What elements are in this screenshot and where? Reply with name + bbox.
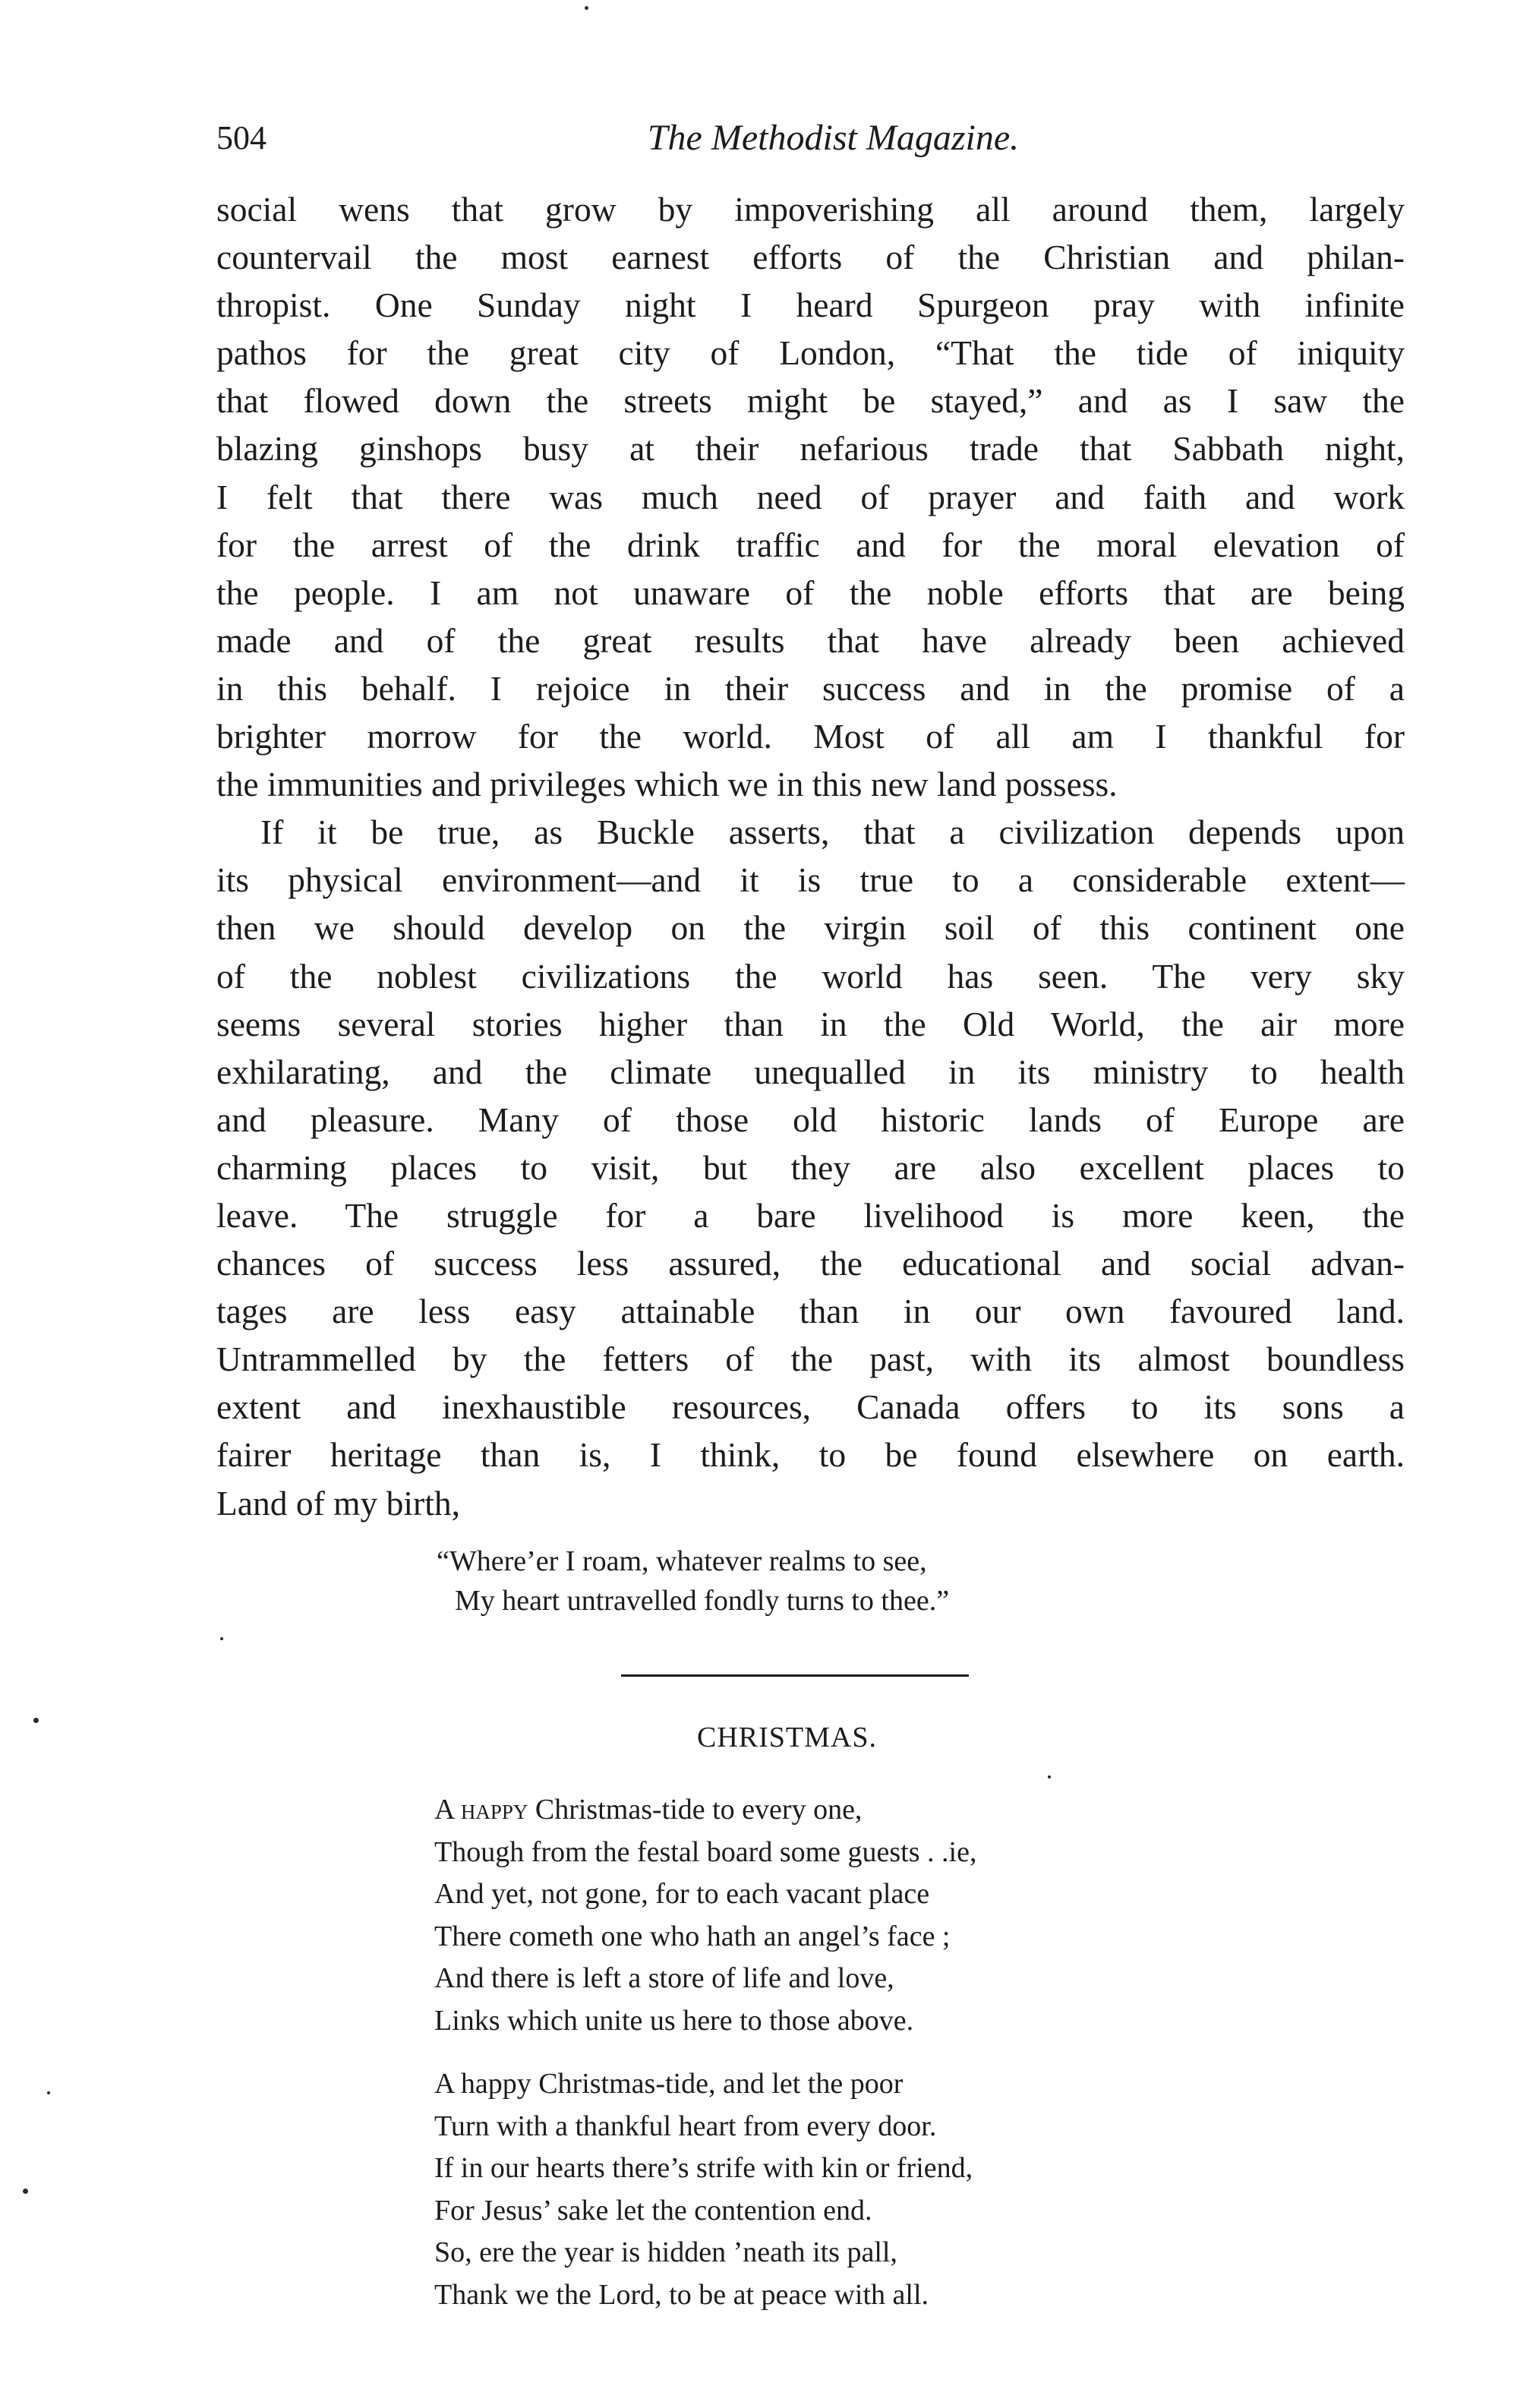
text-line: made and of the great results that have already been achieved bbox=[216, 620, 1405, 660]
verse-quotation bbox=[437, 1542, 1272, 1621]
text-line: thropist. One Sunday night I heard Spurgeon pray with infinite bbox=[216, 286, 1405, 325]
text-line: that flowed down the streets might be stayed,” and as I saw the bbox=[216, 381, 1405, 421]
poem-title: CHRISTMAS. bbox=[697, 1722, 877, 1753]
poem-line: So, ere the year is hidden ’neath its pall, bbox=[434, 2236, 897, 2268]
quote-line: My heart untravelled fondly turns to thee.” bbox=[455, 1585, 950, 1617]
text-line: its physical environment—and it is true to a considerable extent— bbox=[216, 860, 1405, 900]
running-head bbox=[216, 114, 1405, 163]
poem-line: And yet, not gone, for to each vacant place bbox=[434, 1878, 930, 1910]
section-divider bbox=[621, 1674, 969, 1677]
opening-line-rest: Christmas-tide to every one, bbox=[528, 1794, 863, 1826]
text-line: leave. The struggle for a bare livelihood is more keen, the bbox=[216, 1195, 1405, 1235]
text-line: fairer heritage than is, I think, to be found elsewhere on earth. bbox=[216, 1435, 1405, 1475]
text-line: Untrammelled by the fetters of the past, with its almost boundless bbox=[216, 1340, 1405, 1379]
text-line: chances of success less assured, the educational and social advan- bbox=[216, 1244, 1405, 1283]
stanza-2 bbox=[434, 2063, 1383, 2316]
scan-speck bbox=[220, 1637, 223, 1640]
text-line: tages are less easy attainable than in our own favoured land. bbox=[216, 1292, 1405, 1331]
text-line: Land of my birth, bbox=[216, 1483, 460, 1523]
poem-line: And there is left a store of life and love, bbox=[434, 1962, 894, 1994]
text-line: pathos for the great city of London, “That the tide of iniquity bbox=[216, 333, 1405, 373]
poem-line bbox=[434, 1789, 1383, 1832]
text-line: If it be true, as Buckle asserts, that a civilization depends upon bbox=[260, 813, 1405, 852]
text-line: countervail the most earnest efforts of the Christian and philan- bbox=[216, 238, 1405, 277]
text-line: of the noblest civilizations the world has seen. The very sky bbox=[216, 956, 1405, 996]
magazine-title: The Methodist Magazine. bbox=[647, 118, 1020, 158]
text-line: for the arrest of the drink traffic and for the moral elevation of bbox=[216, 525, 1405, 564]
text-line: I felt that there was much need of prayer and faith and work bbox=[216, 477, 1405, 516]
scan-speck bbox=[33, 1718, 39, 1723]
opening-small-caps: A happy bbox=[434, 1794, 528, 1826]
scan-speck bbox=[23, 2189, 28, 2194]
page-number: 504 bbox=[216, 119, 266, 156]
quote-line: “Where’er I roam, whatever realms to see, bbox=[437, 1545, 927, 1577]
text-line: charming places to visit, but they are also excellent places to bbox=[216, 1147, 1405, 1187]
poem-line: Links which unite us here to those above. bbox=[434, 2004, 914, 2037]
poem-line: Turn with a thankful heart from every door. bbox=[434, 2110, 937, 2142]
poem-line: For Jesus’ sake let the contention end. bbox=[434, 2194, 872, 2227]
text-line: seems several stories higher than in the Old World, the air more bbox=[216, 1004, 1405, 1043]
poem-line: Thank we the Lord, to be at peace with all. bbox=[434, 2278, 929, 2311]
text-line: social wens that grow by impoverishing all around them, largely bbox=[216, 190, 1405, 229]
article-body bbox=[216, 185, 1405, 1527]
poem bbox=[434, 1789, 1383, 2337]
scan-speck bbox=[585, 6, 588, 10]
text-line: exhilarating, and the climate unequalled in its ministry to health bbox=[216, 1052, 1405, 1091]
text-line: blazing ginshops busy at their nefarious trade that Sabbath night, bbox=[216, 429, 1405, 469]
text-line: brighter morrow for the world. Most of all am I thankful for bbox=[216, 717, 1405, 756]
text-line: the people. I am not unaware of the noble efforts that are being bbox=[216, 573, 1405, 612]
text-line: and pleasure. Many of those old historic lands of Europe are bbox=[216, 1100, 1405, 1139]
text-line: then we should develop on the virgin soil of this continent one bbox=[216, 908, 1405, 948]
stanza-1 bbox=[434, 1789, 1383, 2042]
poem-line: A happy Christmas-tide, and let the poor bbox=[434, 2068, 904, 2100]
poem-line: There cometh one who hath an angel’s face ; bbox=[434, 1920, 951, 1952]
poem-line: If in our hearts there’s strife with kin or friend, bbox=[434, 2152, 973, 2184]
scan-speck bbox=[47, 2091, 50, 2094]
poem-line: Though from the festal board some guests . .ie, bbox=[434, 1835, 977, 1868]
text-line: the immunities and privileges which we in this new land possess. bbox=[216, 765, 1118, 804]
text-line: extent and inexhaustible resources, Canada offers to its sons a bbox=[216, 1387, 1405, 1427]
paragraph-1 bbox=[216, 185, 1405, 808]
scan-speck bbox=[1048, 1775, 1051, 1778]
paragraph-2 bbox=[216, 808, 1405, 1526]
text-line: in this behalf. I rejoice in their success and in the promise of a bbox=[216, 668, 1405, 708]
